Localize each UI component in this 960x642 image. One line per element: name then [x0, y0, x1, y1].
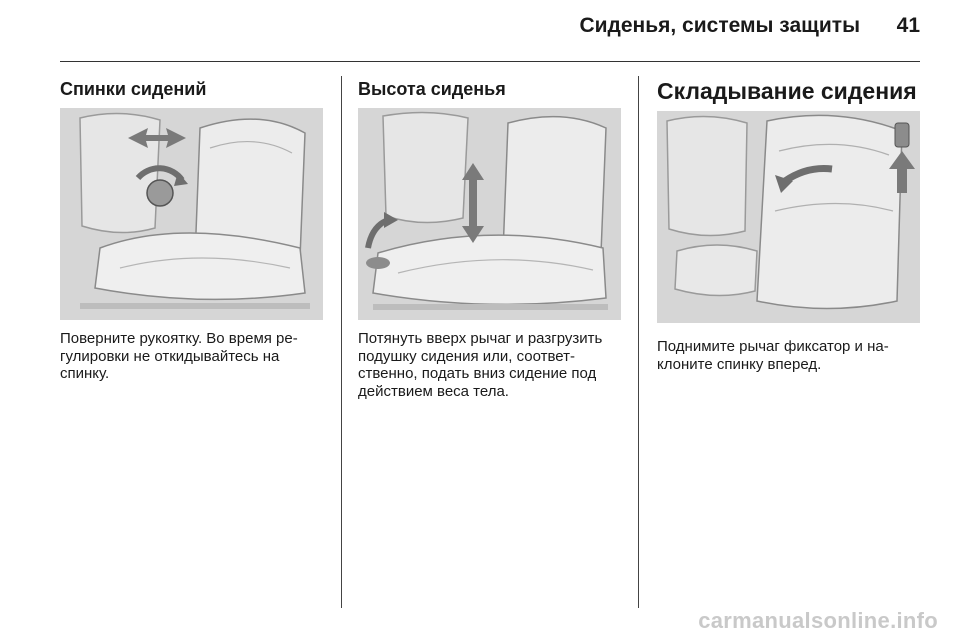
- figure-seat-height: [358, 108, 621, 320]
- section-heading-seat-backs: Спинки сидений: [60, 79, 207, 99]
- seat-fold-release-icon: [657, 111, 920, 323]
- section-heading-seat-height: Высота сиденья: [358, 79, 506, 99]
- figure-seat-recline: [60, 108, 323, 320]
- text-line: Поднимите рычаг фиксатор и на-: [657, 338, 889, 355]
- text-line: Поверните рукоятку. Во время ре-: [60, 330, 298, 347]
- text-line: ственно, подать вниз сидение под: [358, 365, 597, 382]
- section-heading-seat-folding: Складывание сидения: [657, 78, 917, 104]
- text-line: Потянуть вверх рычаг и разгрузить: [358, 330, 603, 347]
- instruction-text-seat-backs: [60, 330, 330, 383]
- seat-recline-knob-icon: [60, 108, 323, 320]
- text-line: действием веса тела.: [358, 382, 509, 400]
- page-header-title: Сиденья, системы защиты: [579, 14, 860, 37]
- column-divider-2: [638, 76, 639, 608]
- header-divider: [60, 61, 920, 62]
- figure-seat-folding: [657, 111, 920, 323]
- column-divider-1: [341, 76, 342, 608]
- page-number: 41: [896, 14, 920, 37]
- seat-height-lever-icon: [358, 108, 621, 320]
- instruction-text-seat-folding: [657, 338, 927, 373]
- text-line: спинку.: [60, 365, 110, 382]
- text-line: клоните спинку вперед.: [657, 355, 822, 373]
- text-line: гулировки не откидывайтесь на: [60, 347, 280, 365]
- text-line: подушку сидения или, соответ-: [358, 347, 575, 365]
- watermark: carmanualsonline.info: [698, 608, 938, 633]
- instruction-text-seat-height: [358, 330, 636, 400]
